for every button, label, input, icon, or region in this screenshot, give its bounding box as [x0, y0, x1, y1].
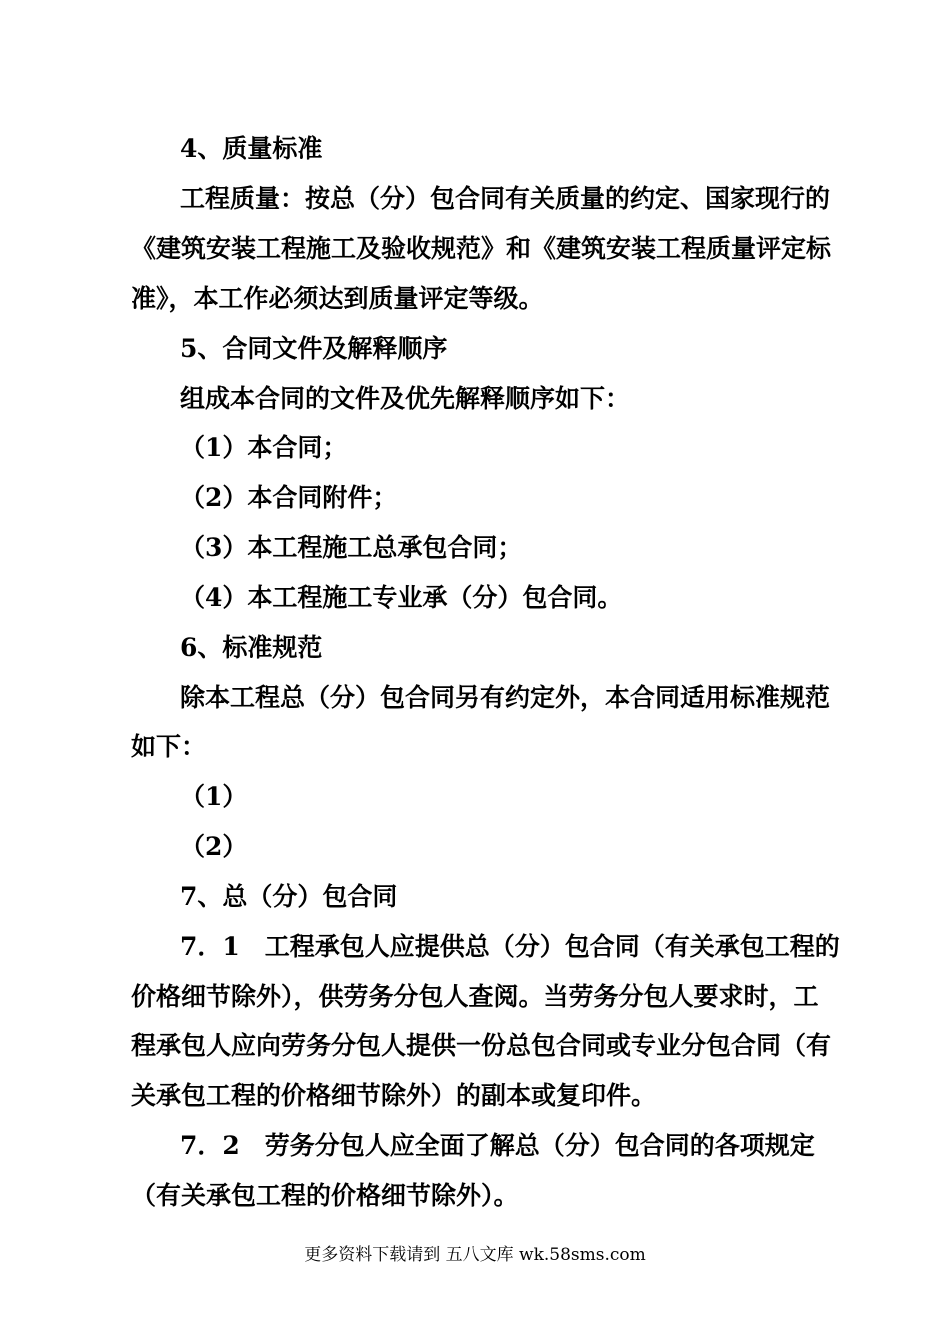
- page-footer: 更多资料下载请到 五八文库 wk.58sms.com: [304, 1245, 646, 1265]
- section-heading-6: 6、标准规范: [180, 633, 323, 662]
- paragraph-line: 关承包工程的价格细节除外）的副本或复印件。: [131, 1081, 657, 1110]
- paragraph-line: 除本工程总（分）包合同另有约定外，本合同适用标准规范: [180, 683, 831, 712]
- list-item: （1）: [180, 782, 248, 811]
- paragraph-line: 准》，本工作必须达到质量评定等级。: [131, 284, 544, 313]
- paragraph-line: 7．1 工程承包人应提供总（分）包合同（有关承包工程的: [180, 932, 840, 961]
- paragraph-line: 7．2 劳务分包人应全面了解总（分）包合同的各项规定: [180, 1131, 815, 1160]
- section-heading-7: 7、总（分）包合同: [180, 882, 398, 911]
- paragraph-line: 组成本合同的文件及优先解释顺序如下：: [180, 384, 631, 413]
- list-item: （3）本工程施工总承包合同；: [180, 533, 523, 562]
- list-item: （1）本合同；: [180, 433, 348, 462]
- section-heading-5: 5、合同文件及解释顺序: [180, 334, 448, 363]
- list-item: （2）: [180, 832, 248, 861]
- paragraph-line: 工程质量：按总（分）包合同有关质量的约定、国家现行的: [180, 184, 831, 213]
- list-item: （2）本合同附件；: [180, 483, 398, 512]
- section-heading-4: 4、质量标准: [180, 134, 323, 163]
- paragraph-line: 《建筑安装工程施工及验收规范》和《建筑安装工程质量评定标: [131, 234, 832, 263]
- paragraph-line: （有关承包工程的价格细节除外）。: [131, 1181, 519, 1210]
- paragraph-line: 价格细节除外），供劳务分包人查阅。当劳务分包人要求时，工: [131, 982, 819, 1011]
- paragraph-line: 如下：: [131, 732, 207, 761]
- paragraph-line: 程承包人应向劳务分包人提供一份总包合同或专业分包合同（有: [131, 1031, 832, 1060]
- list-item: （4）本工程施工专业承（分）包合同。: [180, 583, 623, 612]
